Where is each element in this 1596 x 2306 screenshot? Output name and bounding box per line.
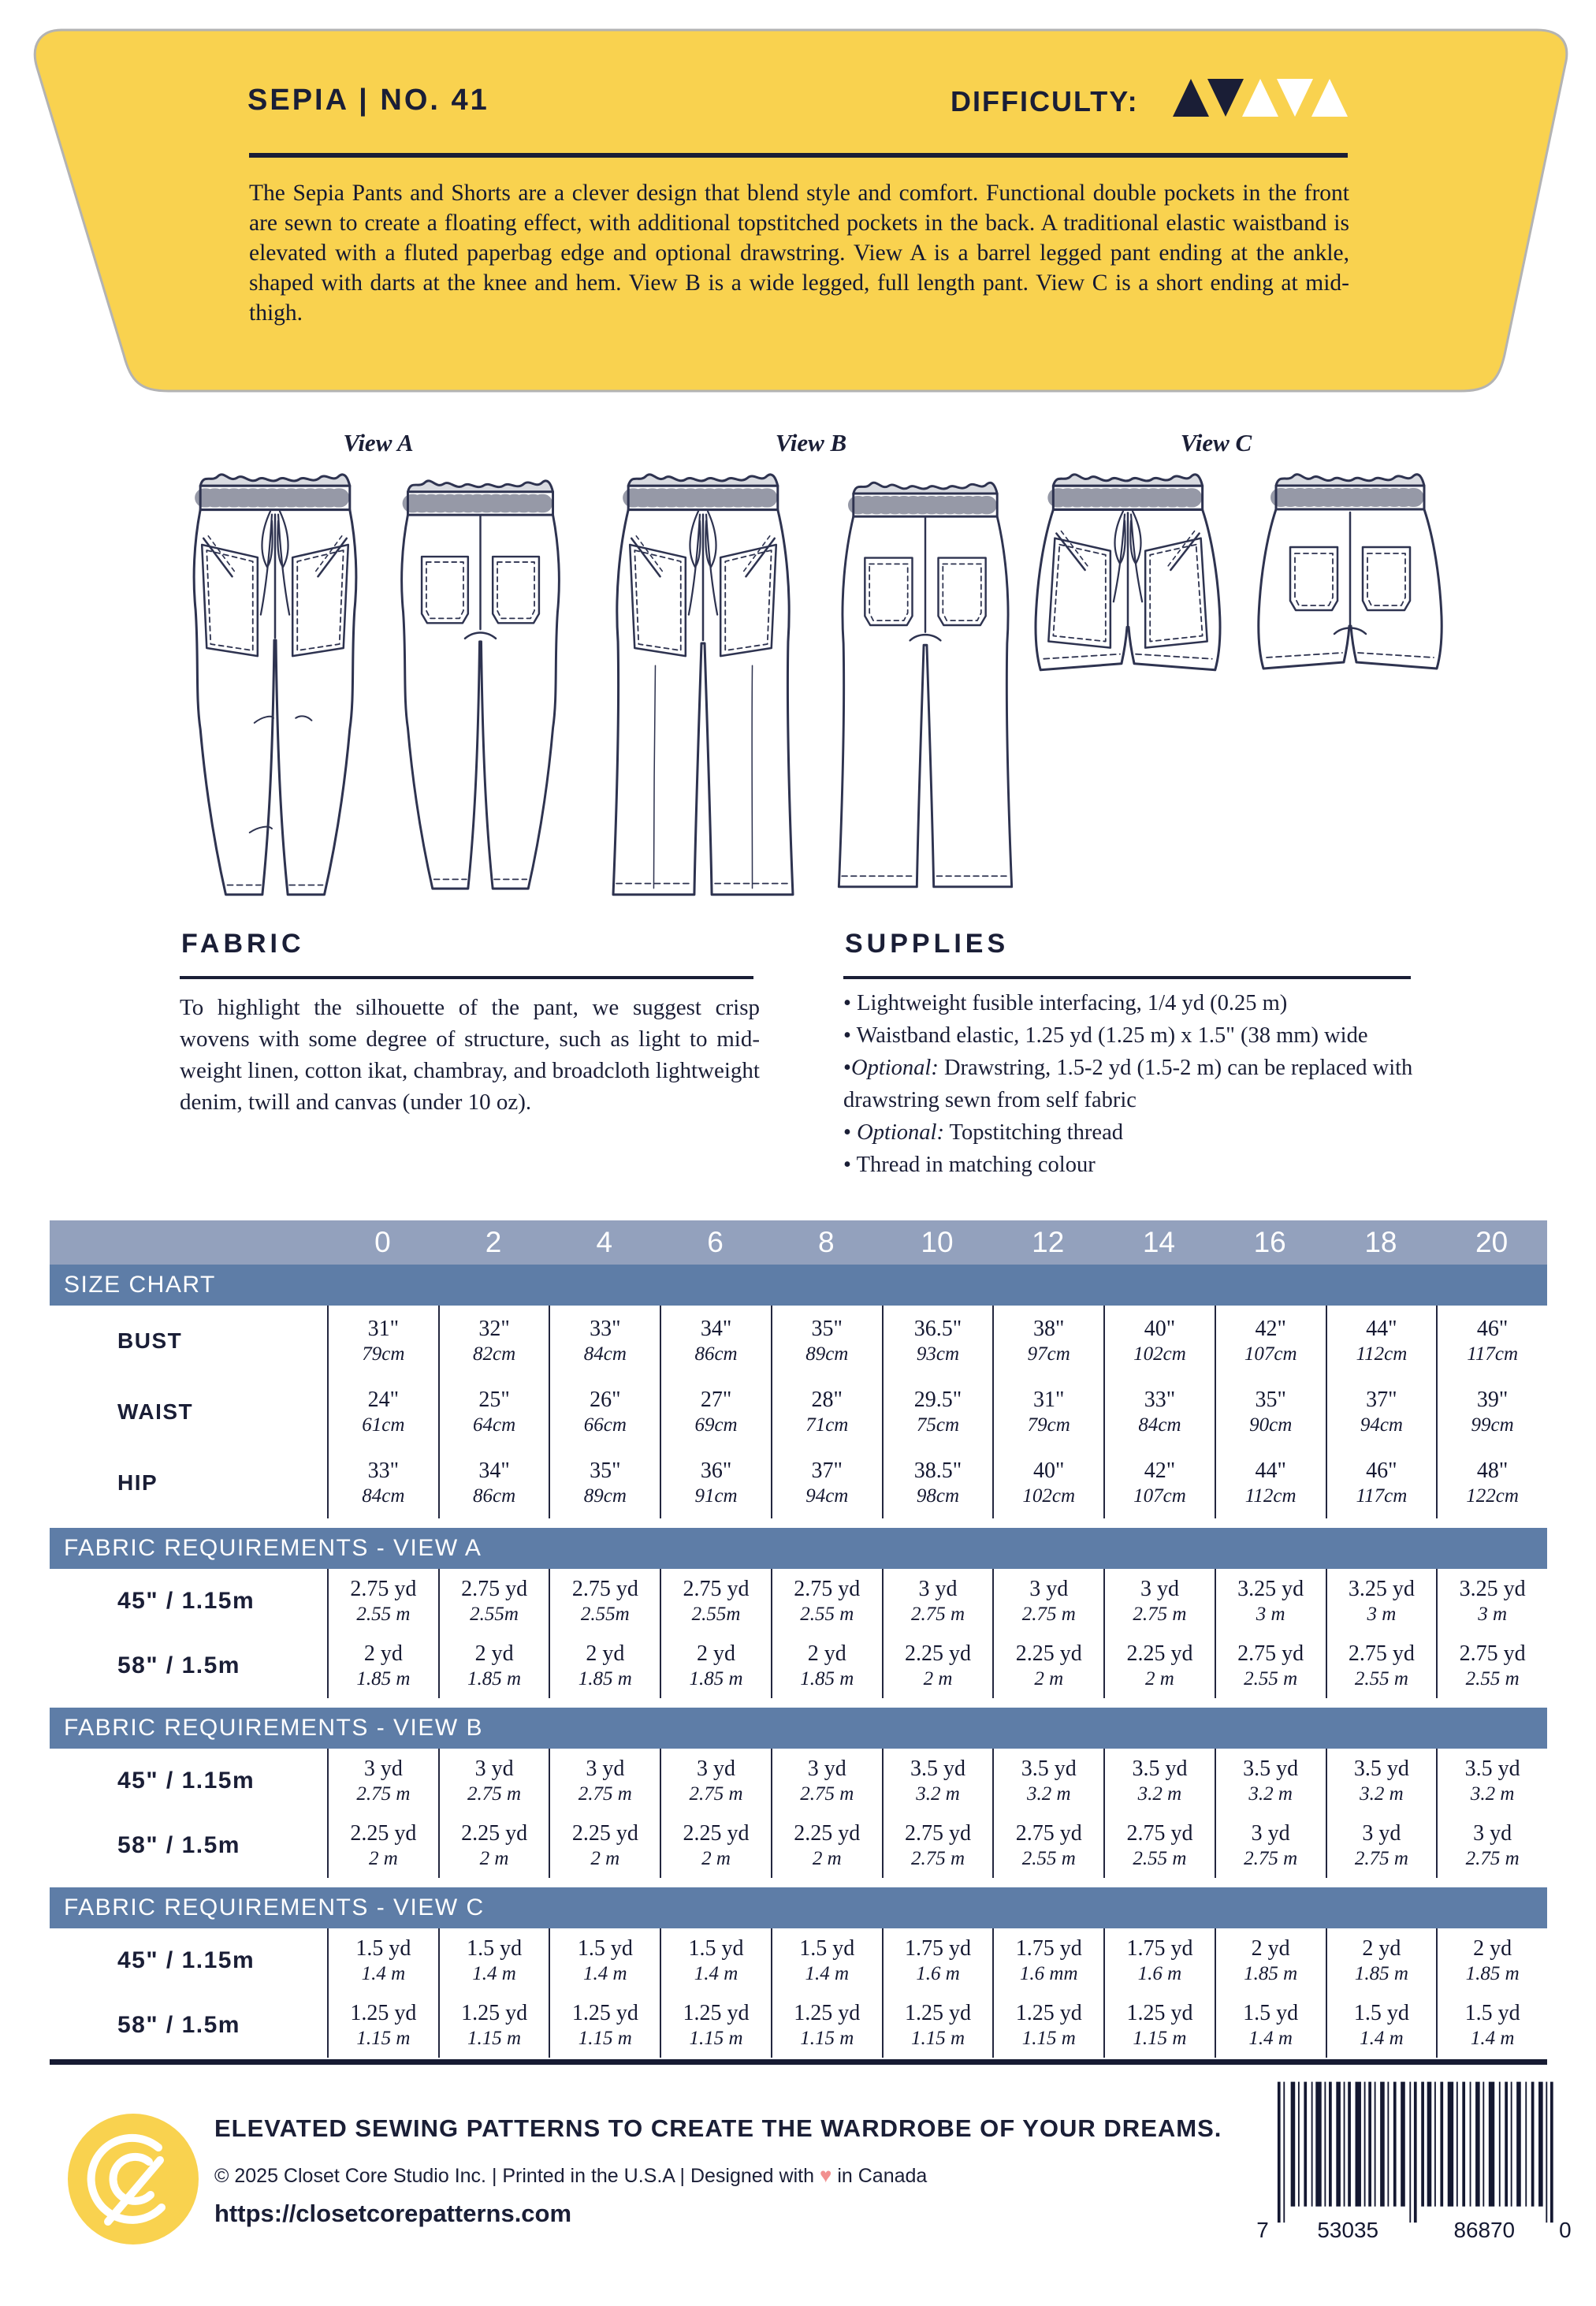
footer-tagline: ELEVATED SEWING PATTERNS TO CREATE THE WARDROBE OF YOUR DREAMS. xyxy=(214,2114,1222,2142)
yardage-cell: 3 yd 2.75 m xyxy=(549,1749,660,1813)
size-label: 14 xyxy=(1142,1226,1176,1258)
fabric-rule xyxy=(180,976,753,979)
yardage-cell: 2.75 yd 2.55m xyxy=(660,1569,771,1634)
size-header-row xyxy=(50,1220,1547,1265)
yardage-cell: 2.75 yd 2.55m xyxy=(549,1569,660,1634)
fabric-heading: FABRIC xyxy=(181,929,305,959)
yardage-cell: 3 yd 2.75 m xyxy=(660,1749,771,1813)
triangle-empty-icon xyxy=(1311,79,1348,117)
supply-item: •Optional: Drawstring, 1.5-2 yd (1.5-2 m) can be replaced with drawstring sewn from self fabric xyxy=(843,1056,1413,1112)
measurement-cell: 46" 117cm xyxy=(1436,1306,1547,1377)
size-label: 2 xyxy=(485,1226,502,1258)
closet-core-logo xyxy=(67,2113,199,2249)
barcode-digits-2: 86870 xyxy=(1453,2217,1516,2242)
yardage-cell: 3.25 yd 3 m xyxy=(1326,1569,1437,1634)
measurement-cell: 38" 97cm xyxy=(992,1306,1103,1377)
table-row-hip xyxy=(50,1447,1547,1518)
yardage-cell: 2.75 yd 2.55 m xyxy=(1215,1634,1326,1698)
footer-divider xyxy=(50,2059,1547,2065)
size-label: 0 xyxy=(374,1226,391,1258)
yardage-cell: 1.5 yd 1.4 m xyxy=(549,1928,660,1993)
yardage-cell: 1.5 yd 1.4 m xyxy=(660,1928,771,1993)
yardage-cell: 1.25 yd 1.15 m xyxy=(1103,1993,1215,2058)
measurement-cell: 42" 107cm xyxy=(1103,1447,1215,1518)
yardage-cell: 2.75 yd 2.55 m xyxy=(1436,1634,1547,1698)
triangle-empty-icon xyxy=(1242,79,1278,117)
measurement-cell: 40" 102cm xyxy=(1103,1306,1215,1377)
yardage-cell: 2 yd 1.85 m xyxy=(1215,1928,1326,1993)
row-label: 45" / 1.15m xyxy=(117,1947,255,1973)
supplies-heading: SUPPLIES xyxy=(845,929,1010,959)
measurement-cell: 28" 71cm xyxy=(771,1377,882,1447)
measurement-cell: 44" 112cm xyxy=(1326,1306,1437,1377)
copyright-text-end: in Canada xyxy=(837,2165,928,2187)
measurement-cell: 37" 94cm xyxy=(771,1447,882,1518)
measurement-cell: 48" 122cm xyxy=(1436,1447,1547,1518)
yardage-cell: 2.25 yd 2 m xyxy=(771,1813,882,1878)
measurement-cell: 25" 64cm xyxy=(438,1377,549,1447)
barcode-digit-left: 7 xyxy=(1256,2217,1269,2242)
triangle-filled-icon xyxy=(1207,79,1244,117)
yardage-cell: 3 yd 2.75 m xyxy=(1436,1813,1547,1878)
measurement-cell: 39" 99cm xyxy=(1436,1377,1547,1447)
row-label: HIP xyxy=(117,1470,158,1495)
yardage-cell: 2.75 yd 2.55 m xyxy=(992,1813,1103,1878)
yardage-cell: 2.25 yd 2 m xyxy=(549,1813,660,1878)
view-c-label: View C xyxy=(1180,429,1252,456)
yardage-cell: 3 yd 2.75 m xyxy=(992,1569,1103,1634)
yardage-cell: 2.75 yd 2.55m xyxy=(438,1569,549,1634)
yardage-cell: 2 yd 1.85 m xyxy=(549,1634,660,1698)
measurement-cell: 33" 84cm xyxy=(1103,1377,1215,1447)
supplies-list xyxy=(843,987,1428,1181)
yardage-cell: 2.75 yd 2.75 m xyxy=(882,1813,993,1878)
row-label: 58" / 1.5m xyxy=(117,1652,240,1678)
table-row-waist xyxy=(50,1377,1547,1447)
yardage-cell: 2.25 yd 2 m xyxy=(327,1813,438,1878)
view-a-front-illustration xyxy=(177,459,373,920)
heart-icon: ♥ xyxy=(819,2163,832,2187)
yardage-cell: 1.25 yd 1.15 m xyxy=(771,1993,882,2058)
yardage-cell: 2.25 yd 2 m xyxy=(992,1634,1103,1698)
yardage-cell: 3 yd 2.75 m xyxy=(1215,1813,1326,1878)
size-label: 4 xyxy=(596,1226,613,1258)
yardage-cell: 2 yd 1.85 m xyxy=(1436,1928,1547,1993)
supply-item: • Waistband elastic, 1.25 yd (1.25 m) x 1.5" (38 mm) wide xyxy=(843,1023,1368,1048)
yardage-cell: 2.75 yd 2.55 m xyxy=(771,1569,882,1634)
yardage-cell: 2 yd 1.85 m xyxy=(438,1634,549,1698)
size-label: 6 xyxy=(707,1226,724,1258)
yardage-cell: 1.25 yd 1.15 m xyxy=(549,1993,660,2058)
barcode-digits-1: 53035 xyxy=(1317,2217,1378,2242)
yardage-cell: 3.5 yd 3.2 m xyxy=(1215,1749,1326,1813)
pattern-description: The Sepia Pants and Shorts are a clever design that blend style and comfort. Functional double pockets in the front are sewn to create a floating effect, with additional topstitched pockets in the back. A traditional elastic waistband is elevated with a fluted paperbag edge and optional drawstring. View A is a barrel legged pant ending at the ankle, shaped with darts at the knee and hem. View B is a wide legged, full length pant. View C is a short ending at mid-thigh. xyxy=(249,181,1349,326)
view-b-front-illustration xyxy=(593,459,813,920)
yardage-cell: 1.5 yd 1.4 m xyxy=(1436,1993,1547,2058)
row-label: 58" / 1.5m xyxy=(117,1832,240,1858)
triangle-filled-icon xyxy=(1173,79,1209,117)
yardage-cell: 1.25 yd 1.15 m xyxy=(882,1993,993,2058)
yardage-cell: 2.25 yd 2 m xyxy=(438,1813,549,1878)
yardage-cell: 1.75 yd 1.6 mm xyxy=(992,1928,1103,1993)
measurement-cell: 35" 89cm xyxy=(549,1447,660,1518)
difficulty-rating-icons xyxy=(1171,74,1349,120)
size-label: 12 xyxy=(1032,1226,1065,1258)
measurement-cell: 34" 86cm xyxy=(660,1306,771,1377)
size-chart-section-header: SIZE CHART xyxy=(50,1265,1547,1306)
row-label: 58" / 1.5m xyxy=(117,2012,240,2038)
view-a-label: View A xyxy=(343,429,414,456)
row-label: BUST xyxy=(117,1328,183,1353)
measurement-cell: 46" 117cm xyxy=(1326,1447,1437,1518)
size-label: 18 xyxy=(1364,1226,1397,1258)
measurement-cell: 31" 79cm xyxy=(992,1377,1103,1447)
size-label: 8 xyxy=(817,1226,835,1258)
yardage-cell: 1.5 yd 1.4 m xyxy=(1326,1993,1437,2058)
header-rule xyxy=(249,153,1348,158)
difficulty-label: DIFFICULTY: xyxy=(951,85,1139,117)
pattern-title: SEPIA | NO. 41 xyxy=(247,84,489,117)
measurement-cell: 36" 91cm xyxy=(660,1447,771,1518)
measurement-cell: 35" 90cm xyxy=(1215,1377,1326,1447)
row-label: 45" / 1.15m xyxy=(117,1588,255,1614)
measurement-cell: 32" 82cm xyxy=(438,1306,549,1377)
yardage-cell: 2 yd 1.85 m xyxy=(1326,1928,1437,1993)
yardage-cell: 3.5 yd 3.2 m xyxy=(882,1749,993,1813)
view-b-requirements-header: FABRIC REQUIREMENTS - VIEW B xyxy=(50,1708,1547,1749)
view-b-label: View B xyxy=(775,429,847,456)
view-c-45-row xyxy=(50,1928,1547,1993)
yardage-cell: 3 yd 2.75 m xyxy=(438,1749,549,1813)
measurement-cell: 34" 86cm xyxy=(438,1447,549,1518)
row-label: 45" / 1.15m xyxy=(117,1768,255,1794)
fabric-body-text: To highlight the silhouette of the pant, we suggest crisp wovens with some degree of structure, such as light to mid-weight linen, cotton ikat, chambray, and broadcloth lightweight denim, twill and canvas (under 10 oz). xyxy=(180,995,760,1115)
view-a-requirements-header: FABRIC REQUIREMENTS - VIEW A xyxy=(50,1528,1547,1569)
copyright-text: © 2025 Closet Core Studio Inc. | Printed in the U.S.A | Designed with xyxy=(214,2165,814,2187)
view-b-back-illustration xyxy=(822,459,1029,920)
view-b-45-row xyxy=(50,1749,1547,1813)
view-a-back-illustration xyxy=(388,459,573,920)
yardage-cell: 1.25 yd 1.15 m xyxy=(992,1993,1103,2058)
measurement-cell: 38.5" 98cm xyxy=(882,1447,993,1518)
yardage-cell: 3.5 yd 3.2 m xyxy=(1326,1749,1437,1813)
yardage-cell: 1.25 yd 1.15 m xyxy=(327,1993,438,2058)
measurement-cell: 33" 84cm xyxy=(549,1306,660,1377)
measurement-cell: 29.5" 75cm xyxy=(882,1377,993,1447)
table-row-bust xyxy=(50,1306,1547,1377)
website-url: https://closetcorepatterns.com xyxy=(214,2200,572,2227)
yardage-cell: 1.25 yd 1.15 m xyxy=(438,1993,549,2058)
supply-item: • Thread in matching colour xyxy=(843,1153,1096,1177)
yardage-cell: 3.5 yd 3.2 m xyxy=(1103,1749,1215,1813)
yardage-cell: 3.5 yd 3.2 m xyxy=(992,1749,1103,1813)
measurement-cell: 44" 112cm xyxy=(1215,1447,1326,1518)
yardage-cell: 3 yd 2.75 m xyxy=(327,1749,438,1813)
measurement-cell: 27" 69cm xyxy=(660,1377,771,1447)
yardage-cell: 3.5 yd 3.2 m xyxy=(1436,1749,1547,1813)
yardage-cell: 1.25 yd 1.15 m xyxy=(660,1993,771,2058)
measurement-cell: 35" 89cm xyxy=(771,1306,882,1377)
yardage-cell: 1.5 yd 1.4 m xyxy=(327,1928,438,1993)
yardage-cell: 2.25 yd 2 m xyxy=(1103,1634,1215,1698)
size-label: 16 xyxy=(1253,1226,1286,1258)
measurement-cell: 37" 94cm xyxy=(1326,1377,1437,1447)
measurement-cell: 33" 84cm xyxy=(327,1447,438,1518)
size-label: 20 xyxy=(1475,1226,1509,1258)
measurement-cell: 42" 107cm xyxy=(1215,1306,1326,1377)
supply-item: • Lightweight fusible interfacing, 1/4 yd (0.25 m) xyxy=(843,991,1288,1015)
yardage-cell: 3 yd 2.75 m xyxy=(1103,1569,1215,1634)
view-a-58-row xyxy=(50,1634,1547,1698)
measurement-cell: 24" 61cm xyxy=(327,1377,438,1447)
yardage-cell: 3 yd 2.75 m xyxy=(1326,1813,1437,1878)
size-label: 10 xyxy=(921,1226,954,1258)
view-c-front-illustration xyxy=(1025,459,1231,693)
measurement-cell: 36.5" 93cm xyxy=(882,1306,993,1377)
yardage-cell: 3 yd 2.75 m xyxy=(882,1569,993,1634)
yardage-cell: 2.25 yd 2 m xyxy=(882,1634,993,1698)
yardage-cell: 1.5 yd 1.4 m xyxy=(438,1928,549,1993)
size-header-spacer xyxy=(50,1220,327,1265)
measurement-cell: 26" 66cm xyxy=(549,1377,660,1447)
yardage-cell: 1.5 yd 1.4 m xyxy=(1215,1993,1326,2058)
yardage-cell: 1.75 yd 1.6 m xyxy=(882,1928,993,1993)
size-and-fabric-tables xyxy=(50,1220,1547,2058)
yardage-cell: 2 yd 1.85 m xyxy=(327,1634,438,1698)
yardage-cell: 2 yd 1.85 m xyxy=(771,1634,882,1698)
supplies-rule xyxy=(843,976,1411,979)
barcode-digit-right: 0 xyxy=(1559,2217,1571,2242)
view-a-45-row xyxy=(50,1569,1547,1634)
measurement-cell: 31" 79cm xyxy=(327,1306,438,1377)
yardage-cell: 2.75 yd 2.55 m xyxy=(1103,1813,1215,1878)
row-label: WAIST xyxy=(117,1399,194,1424)
yardage-cell: 2.75 yd 2.55 m xyxy=(1326,1634,1437,1698)
yardage-cell: 2.75 yd 2.55 m xyxy=(327,1569,438,1634)
view-c-58-row xyxy=(50,1993,1547,2058)
yardage-cell: 3.25 yd 3 m xyxy=(1436,1569,1547,1634)
view-c-requirements-header: FABRIC REQUIREMENTS - VIEW C xyxy=(50,1887,1547,1928)
measurement-cell: 40" 102cm xyxy=(992,1447,1103,1518)
view-c-back-illustration xyxy=(1252,459,1449,687)
view-b-58-row xyxy=(50,1813,1547,1878)
footer-copyright xyxy=(214,2163,927,2188)
supply-item: • Optional: Topstitching thread xyxy=(843,1120,1123,1145)
yardage-cell: 3 yd 2.75 m xyxy=(771,1749,882,1813)
yardage-cell: 2.25 yd 2 m xyxy=(660,1813,771,1878)
yardage-cell: 2 yd 1.85 m xyxy=(660,1634,771,1698)
triangle-empty-icon xyxy=(1277,79,1313,117)
yardage-cell: 3.25 yd 3 m xyxy=(1215,1569,1326,1634)
yardage-cell: 1.5 yd 1.4 m xyxy=(771,1928,882,1993)
barcode xyxy=(1256,2076,1571,2252)
yardage-cell: 1.75 yd 1.6 m xyxy=(1103,1928,1215,1993)
